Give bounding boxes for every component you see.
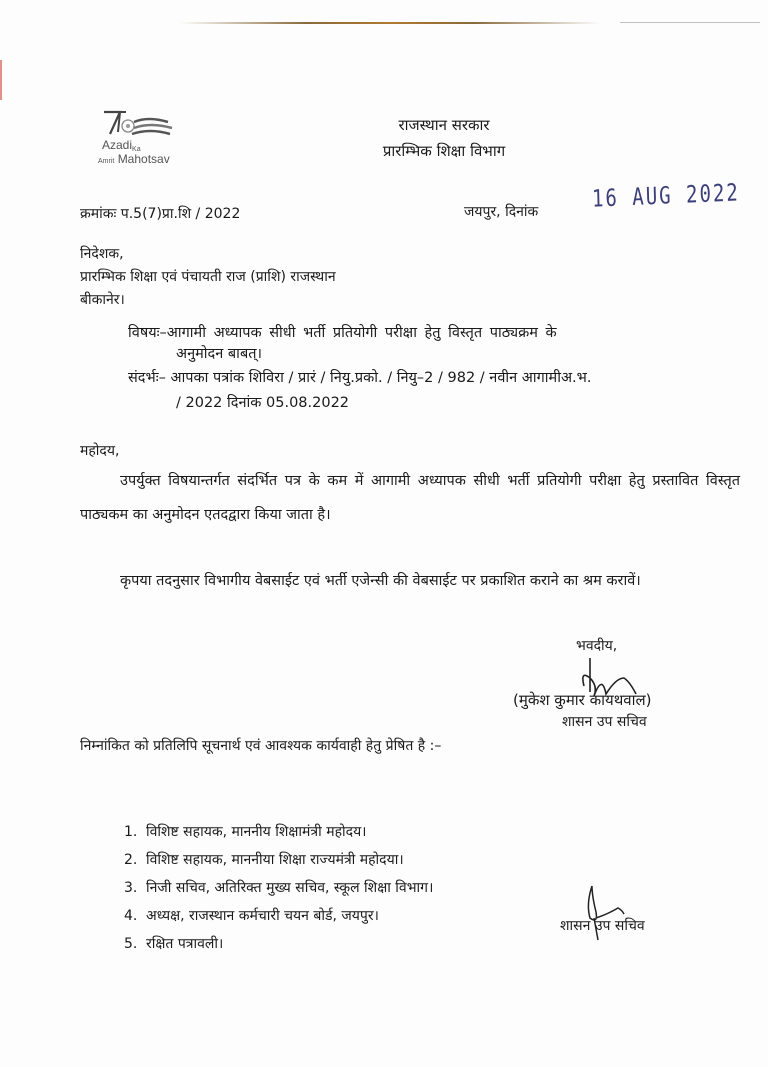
copy-to-item: 4. अध्यक्ष, राजस्थान कर्मचारी चयन बोर्ड, जयपुर। [124,908,379,924]
copy-to-intro: निम्नांकित को प्रतिलिपि सूचनार्थ एवं आवश्यक कार्यवाही हेतु प्रेषित है :– [80,738,442,754]
body-paragraph-2: कृपया तदनुसार विभागीय वेबसाईट एवं भर्ती एजेन्सी की वेबसाईट पर प्रकाशित कराने का श्रम करावें। [120,573,641,589]
subject-line-2: अनुमोदन बाबत्। [176,346,262,362]
government-name: राजस्थान सरकार [398,116,490,134]
footer-designation: शासन उप सचिव [560,918,645,934]
place-date-label: जयपुर, दिनांक [464,204,539,220]
valediction: भवदीय, [576,638,618,654]
reference-text: आपका पत्रांक शिविरा / प्रारं / नियु.प्रको. / नियु–2 / 982 / नवीन आगामीअ.भ. [170,370,592,386]
paper-top-edge-right [620,22,760,23]
copy-to-item: 5. रक्षित पत्रावली। [124,936,224,952]
letterhead [0,112,768,164]
date-stamp: 16 AUG 2022 [591,179,741,213]
department-name: प्रारम्भिक शिक्षा विभाग [382,142,506,160]
logo-line-1: AzadiKa [102,138,141,153]
recipient-title: निदेशक, [80,246,124,262]
salutation: महोदय, [80,443,120,459]
reference-label: संदर्भः– [128,370,166,386]
paper-top-edge [180,22,600,24]
reference-line-1 [128,368,591,388]
copy-to-item: 1. विशिष्ट सहायक, माननीय शिक्षामंत्री महोदय। [124,824,367,840]
copy-to-item: 3. निजी सचिव, अतिरिक्त मुख्य सचिव, स्कूल शिक्षा विभाग। [124,880,434,896]
recipient-office: प्रारम्भिक शिक्षा एवं पंचायती राज (प्राशि) राजस्थान [80,269,336,285]
copy-to-item: 2. विशिष्ट सहायक, माननीया शिक्षा राज्यमंत्री महोदया। [124,852,404,868]
subject-text: आगामी अध्यापक सीधी भर्ती प्रतियोगी परीक्षा हेतु विस्तृत पाठ्यक्रम के [166,325,557,341]
copy-to-list [124,818,433,958]
reference-line-2: / 2022 दिनांक 05.08.2022 [176,395,350,411]
subject-line-1 [128,323,557,343]
reference-number: क्रमांकः प.5(7)प्रा.शि / 2022 [80,206,241,222]
signatory-designation: शासन उप सचिव [562,714,647,730]
subject-label: विषयः– [128,325,167,341]
signatory-name: (मुकेश कुमार कायथवाल) [513,691,652,709]
logo-line-2: Amrit Mahotsav [98,152,170,166]
recipient-city: बीकानेर। [80,292,125,308]
body-paragraph-1: उपर्युक्त विषयान्तर्गत संदर्भित पत्र के कम में आगामी अध्यापक सीधी भर्ती प्रतियोगी परीक्षा हेतु प्रस्तावित विस्तृत पाठ्यकम का अनुमोदन एतदद्वारा किया जाता है। [80,473,740,523]
paper-left-edge [0,60,2,100]
